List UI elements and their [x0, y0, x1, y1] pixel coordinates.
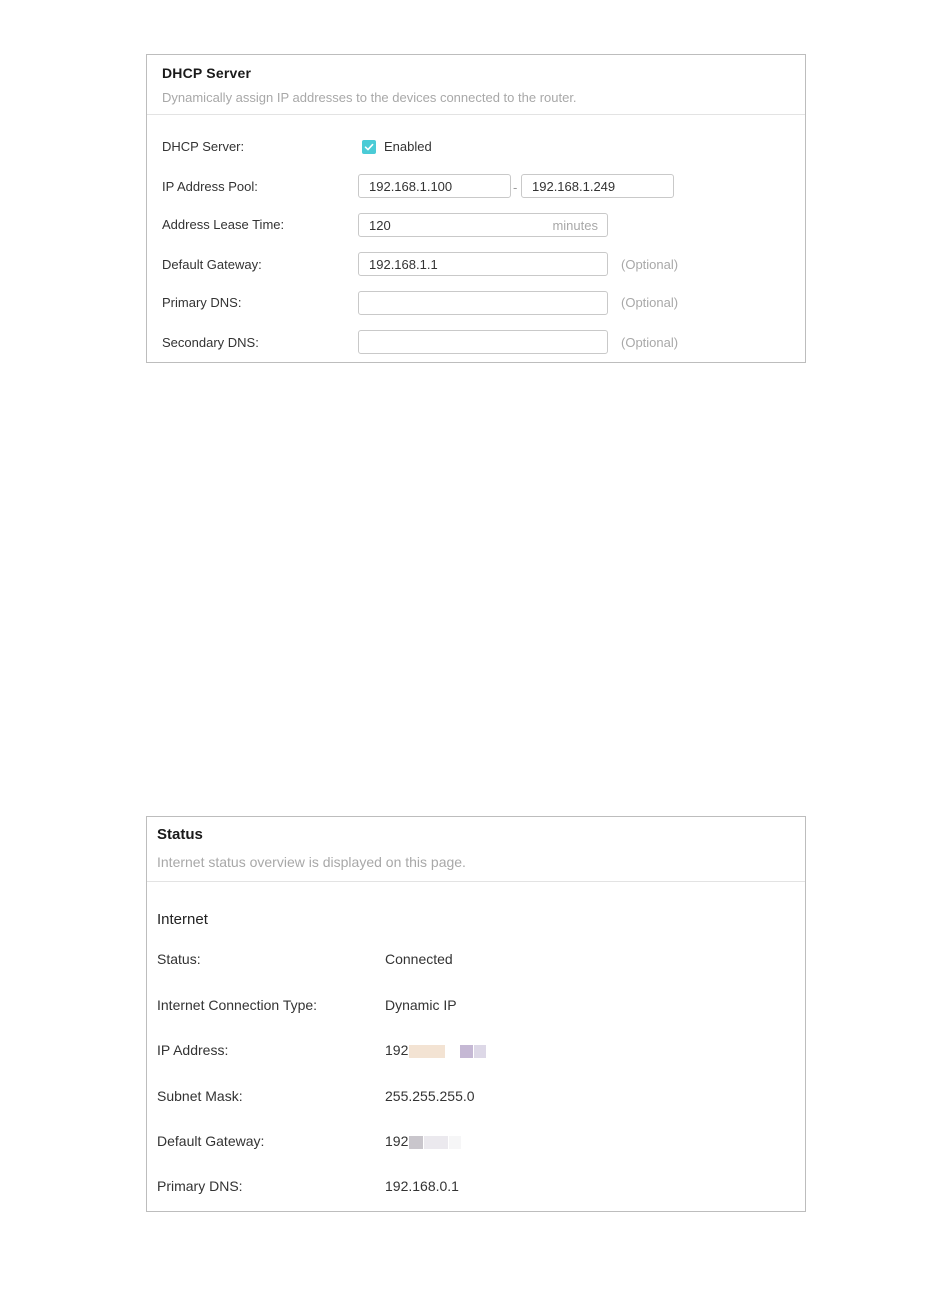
secondary-dns-label: Secondary DNS: — [162, 335, 259, 350]
secondary-dns-input[interactable] — [358, 330, 608, 354]
dhcp-panel-title: DHCP Server — [162, 65, 252, 81]
ip-pool-end-value: 192.168.1.249 — [532, 179, 616, 194]
redacted-block — [424, 1136, 448, 1149]
dhcp-enabled-checkbox[interactable] — [362, 140, 376, 154]
default-gateway-optional: (Optional) — [621, 257, 679, 272]
ip-address-value: 192 — [385, 1042, 409, 1058]
redacted-block — [449, 1136, 461, 1149]
lease-time-unit: minutes — [552, 218, 598, 233]
ip-address-value-row — [385, 1042, 486, 1058]
status-panel — [146, 816, 806, 1212]
ip-pool-start-value: 192.168.1.100 — [369, 179, 453, 194]
status-default-gateway-value-row — [385, 1133, 461, 1149]
default-gateway-value: 192.168.1.1 — [369, 257, 438, 272]
status-panel-title: Status — [157, 826, 203, 843]
status-row-value: Connected — [385, 951, 453, 967]
redacted-block — [409, 1136, 423, 1149]
dhcp-server-label: DHCP Server: — [162, 139, 245, 154]
default-gateway-input[interactable] — [358, 252, 608, 276]
primary-dns-status-value: 192.168.0.1 — [385, 1178, 459, 1194]
redacted-block — [460, 1045, 473, 1058]
internet-section-heading: Internet — [157, 911, 208, 928]
connection-type-label: Internet Connection Type: — [157, 997, 318, 1013]
dhcp-panel-header — [147, 55, 805, 115]
primary-dns-input[interactable] — [358, 291, 608, 315]
status-default-gateway-label: Default Gateway: — [157, 1133, 265, 1149]
checkmark-icon — [363, 141, 375, 153]
connection-type-value: Dynamic IP — [385, 997, 457, 1013]
primary-dns-optional: (Optional) — [621, 295, 679, 310]
ip-pool-label: IP Address Pool: — [162, 179, 258, 194]
ip-pool-separator: - — [513, 180, 518, 195]
status-default-gateway-value: 192 — [385, 1133, 409, 1149]
dhcp-panel-subtitle: Dynamically assign IP addresses to the devices connected to the router. — [162, 90, 577, 105]
redacted-block — [474, 1045, 486, 1058]
lease-time-input[interactable] — [358, 213, 608, 237]
primary-dns-status-label: Primary DNS: — [157, 1178, 243, 1194]
ip-pool-end-input[interactable] — [521, 174, 674, 198]
status-row-label: Status: — [157, 951, 201, 967]
secondary-dns-optional: (Optional) — [621, 335, 679, 350]
lease-time-label: Address Lease Time: — [162, 217, 285, 232]
dhcp-enabled-label[interactable]: Enabled — [384, 139, 432, 154]
subnet-mask-value: 255.255.255.0 — [385, 1088, 475, 1104]
lease-time-value: 120 — [369, 218, 391, 233]
ip-address-label: IP Address: — [157, 1042, 229, 1058]
dhcp-server-panel — [146, 54, 806, 363]
ip-pool-start-input[interactable] — [358, 174, 511, 198]
primary-dns-label: Primary DNS: — [162, 295, 242, 310]
status-panel-header — [147, 817, 805, 882]
status-panel-subtitle: Internet status overview is displayed on this page. — [157, 854, 466, 870]
default-gateway-label: Default Gateway: — [162, 257, 262, 272]
subnet-mask-label: Subnet Mask: — [157, 1088, 243, 1104]
redacted-block — [409, 1045, 445, 1058]
redacted-gap — [446, 1045, 459, 1058]
